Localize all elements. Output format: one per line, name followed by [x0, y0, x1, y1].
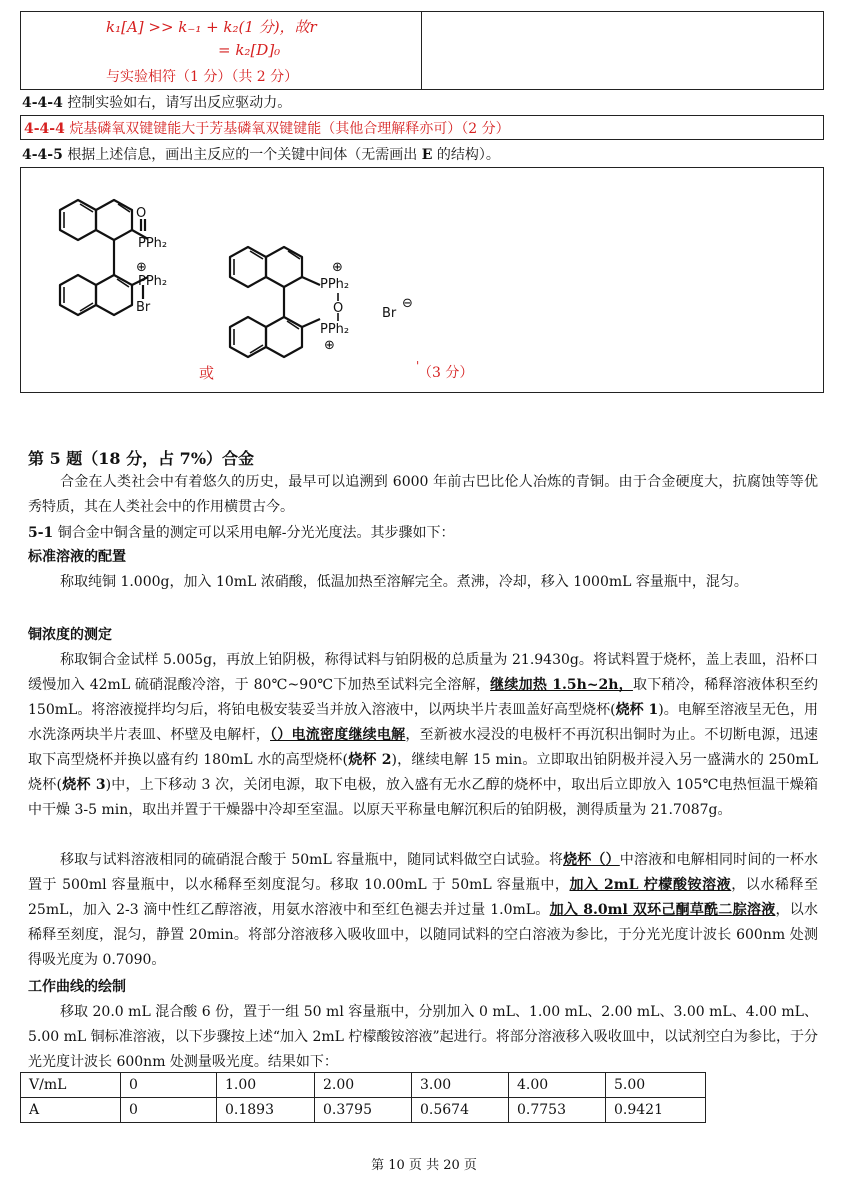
label-br-ion: Br: [382, 306, 397, 321]
table-cell: 0.1893: [217, 1098, 315, 1123]
section-5-intro: 合金在人类社会中有着悠久的历史，最早可以追溯到 6000 年前古巴比伦人冶炼的青铜。由于合金硬度大，抗腐蚀等等优秀特质，其在人类社会中的作用横贯古今。: [28, 474, 818, 515]
structure-drawing: [20, 167, 824, 393]
table-cell: V/mL: [21, 1073, 121, 1098]
equation-line-2: = k₂[D]₀: [218, 41, 281, 59]
naphthalene-ring-4a: [230, 317, 266, 357]
table-cell: 0: [121, 1098, 217, 1123]
table-cell: 4.00: [509, 1073, 606, 1098]
table-row: [21, 1098, 706, 1123]
table-cell: A: [21, 1098, 121, 1123]
label-plus-2: ⊕: [332, 260, 343, 275]
label-plus-1: ⊕: [136, 260, 147, 275]
or-label: 或: [199, 364, 215, 382]
para-blank-test: 移取与试料溶液相同的硫硝混合酸于 50mL 容量瓶中，随同试料做空白试验。将烧杯（）中溶液和电解相同时间的一杯水置于 500ml 容量瓶中，以水稀释至刻度混匀。移取 10.00mL 于 50mL 容量瓶中，加入 2mL 柠檬酸铵溶液，以水稀释至 25mL，加入 2-3 滴中性红乙醇溶液，用氨水溶液中和至红色褪去并过量 1.0mL。加入 8.0ml 双环己酮草酰二腙溶液，以水稀释至刻度，混匀，静置 20min。将部分溶液移入吸收皿中，以随同试料的空白溶液为参比，于分光光度计波长 600nm 处测得吸光度为 0.7090。: [28, 852, 818, 968]
equation-line-1: k₁[A] >> k₋₁ + k₂(1 分)，故r: [106, 18, 317, 36]
naphthalene-ring-1a: [60, 200, 96, 240]
label-pph2-top: PPh₂: [138, 236, 168, 251]
naphthalene-ring-3b: [266, 247, 302, 287]
table-cell: 0: [121, 1073, 217, 1098]
question-5-1: 5-1 铜合金中铜含量的测定可以采用电解-分光光度法。其步骤如下：: [28, 525, 455, 541]
table-cell: 0.9421: [606, 1098, 706, 1123]
question-4-4-5: 4-4-5 根据上述信息，画出主反应的一个关键中间体（无需画出 E 的结构）。: [22, 147, 500, 163]
table-row: [21, 1073, 706, 1098]
label-pph2-a: PPh₂: [320, 277, 350, 292]
label-pph2-b: PPh₂: [320, 322, 350, 337]
equation-line-3: 与实验相符（1 分）（共 2 分）: [106, 69, 299, 85]
heading-working-curve: 工作曲线的绘制: [28, 979, 126, 995]
absorbance-table: [20, 1072, 706, 1123]
naphthalene-ring-2a: [60, 275, 96, 315]
answer-4-4-4: 4-4-4 烷基磷氧双键键能大于芳基磷氧双键键能（其他合理解释亦可）（2 分）: [24, 121, 510, 137]
naphthalene-ring-1b: [96, 200, 132, 240]
tick-mark: ': [416, 359, 420, 373]
label-o-top: O: [136, 206, 147, 221]
table-cell: 0.5674: [412, 1098, 509, 1123]
table-divider: [421, 11, 422, 90]
heading-standard-solution: 标准溶液的配置: [28, 549, 126, 565]
question-4-4-4: 4-4-4 控制实验如右，请写出反应驱动力。: [22, 95, 292, 111]
section-5-heading: 第 5 题（18 分，占 7%）合金: [28, 449, 255, 468]
page-footer: 第 10 页 共 20 页: [371, 1158, 477, 1173]
label-minus: ⊖: [402, 296, 413, 311]
table-cell: 0.3795: [315, 1098, 412, 1123]
heading-copper-concentration: 铜浓度的测定: [28, 627, 112, 643]
label-o-mid: O: [333, 301, 344, 316]
naphthalene-ring-4b: [266, 317, 302, 357]
label-plus-3: ⊕: [324, 338, 335, 353]
table-cell: 2.00: [315, 1073, 412, 1098]
para-standard-solution: 称取纯铜 1.000g，加入 10mL 浓硝酸，低温加热至溶解完全。煮沸，冷却，移入 1000mL 容量瓶中，混匀。: [60, 574, 748, 590]
naphthalene-ring-2b: [96, 275, 132, 315]
table-cell: 0.7753: [509, 1098, 606, 1123]
label-pph2-mid: PPh₂: [138, 274, 168, 289]
score-3: （3 分）: [418, 365, 474, 381]
table-cell: 5.00: [606, 1073, 706, 1098]
table-cell: 3.00: [412, 1073, 509, 1098]
table-cell: 1.00: [217, 1073, 315, 1098]
naphthalene-ring-3a: [230, 247, 266, 287]
para-copper-concentration: 称取铜合金试样 5.005g，再放上铂阴极，称得试料与铂阴极的总质量为 21.9430g。将试料置于烧杯，盖上表皿，沿杯口缓慢加入 42mL 硫硝混酸冷溶，于 80℃~90℃下加热至试料完全溶解，继续加热 1.5h~2h，取下稍冷，稀释溶液体积至约 150mL。将溶液搅拌均匀后，将铂电极安装妥当并放入溶液中，以两块半片表皿盖好高型烧杯(烧杯 1)。电解至溶液呈无色，用水洗涤两块半片表皿、杯壁及电解杆，（）电流密度继续电解，至新被水浸没的电极杆不再沉积出铜时为止。不切断电源，迅速取下高型烧杯并换以盛有约 180mL 水的高型烧杯(烧杯 2)，继续电解 15 min。立即取出铂阴极并浸入另一盛满水的 250mL 烧杯(烧杯 3)中，上下移动 3 次，关闭电源，取下电极，放入盛有无水乙醇的烧杯中，取出后立即放入 105℃电热恒温干燥箱中干燥 3-5 min，取出并置于干燥器中冷却至室温。以原天平称量电解沉积后的铂阴极，测得质量为 21.7087g。: [28, 652, 819, 818]
label-br: Br: [136, 300, 151, 315]
para-working-curve: 移取 20.0 mL 混合酸 6 份，置于一组 50 ml 容量瓶中，分别加入 0 mL、1.00 mL、2.00 mL、3.00 mL、4.00 mL、5.00 mL 铜标准溶液，以下步骤按上述“加入 2mL 柠檬酸铵溶液”起进行。将部分溶液移入吸收皿中，以试剂空白为参比，于分光光度计波长 600nm 处测量吸光度。结果如下：: [28, 1004, 818, 1070]
